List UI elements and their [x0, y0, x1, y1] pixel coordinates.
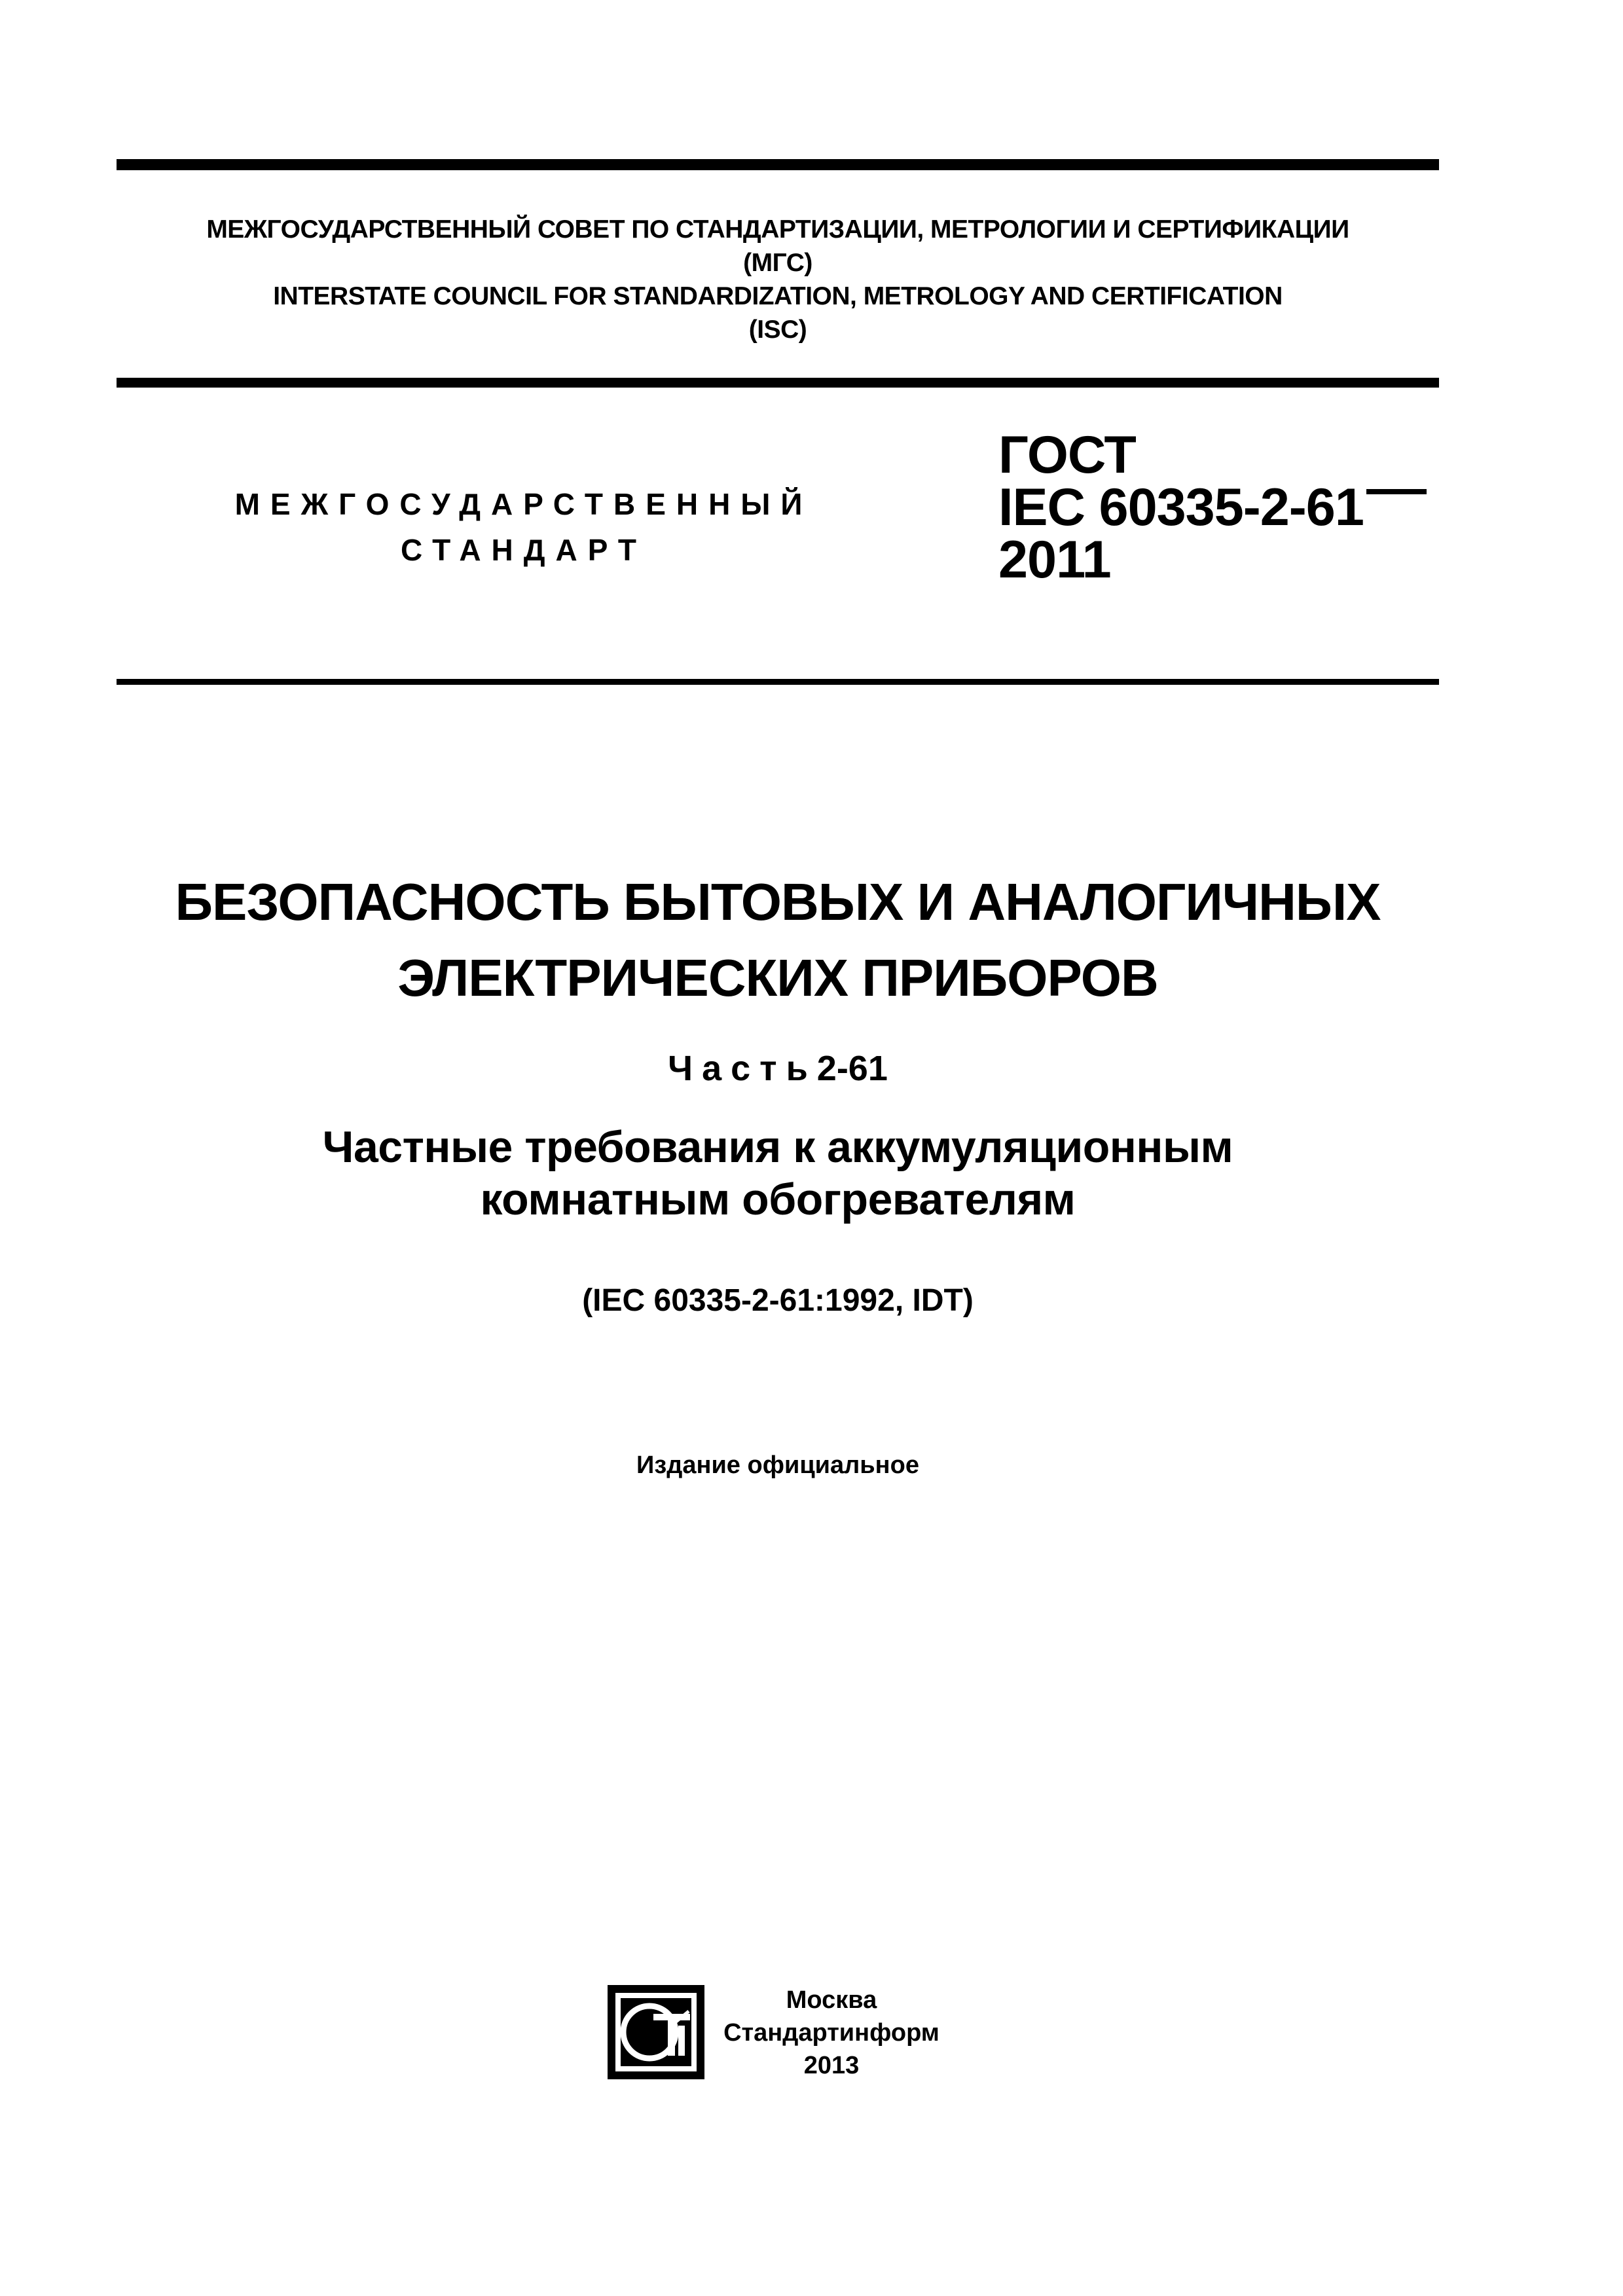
- standard-designation: [998, 426, 1427, 589]
- publisher-block: [707, 1984, 956, 2082]
- standard-kind: [196, 481, 851, 573]
- publisher-year: 2013: [803, 2052, 860, 2079]
- council-abbr-en: (ISC): [748, 316, 807, 344]
- designation-year: 2011: [998, 530, 1111, 589]
- council-abbr-ru: (МГС): [743, 249, 812, 277]
- title-line1: БЕЗОПАСНОСТЬ БЫТОВЫХ И АНАЛОГИЧНЫХ: [175, 873, 1381, 931]
- subtitle-line1: Частные требования к аккумуляционным: [322, 1122, 1233, 1172]
- designation-dash: [1366, 489, 1427, 494]
- council-name-ru: МЕЖГОСУДАРСТВЕННЫЙ СОВЕТ ПО СТАНДАРТИЗАЦИИ, МЕТРОЛОГИИ И СЕРТИФИКАЦИИ: [206, 215, 1349, 244]
- standartinform-logo-icon: [608, 1985, 704, 2079]
- header-divider: [117, 378, 1439, 388]
- designation-prefix: ГОСТ: [998, 426, 1136, 484]
- part-number: 2-61: [816, 1049, 888, 1088]
- standard-kind-line2: СТАНДАРТ: [401, 533, 647, 567]
- document-subtitle: [117, 1121, 1439, 1226]
- iec-reference: (IEC 60335-2-61:1992, IDT): [582, 1283, 974, 1318]
- designation-number: IEC 60335-2-61: [998, 478, 1364, 537]
- publisher-city: Москва: [786, 1986, 877, 2014]
- designation-divider: [117, 679, 1439, 685]
- top-divider: [117, 159, 1439, 170]
- publisher-name: Стандартинформ: [723, 2019, 939, 2047]
- edition-note: Издание официальное: [636, 1451, 919, 1479]
- council-header: [117, 213, 1439, 346]
- document-title: [117, 864, 1439, 1016]
- part-word: Часть: [668, 1049, 817, 1088]
- standard-kind-line1: МЕЖГОСУДАРСТВЕННЫЙ: [234, 487, 813, 521]
- council-name-en: INTERSTATE COUNCIL FOR STANDARDIZATION, METROLOGY AND CERTIFICATION: [273, 282, 1283, 310]
- title-line2: ЭЛЕКТРИЧЕСКИХ ПРИБОРОВ: [397, 949, 1158, 1007]
- subtitle-line2: комнатным обогревателям: [480, 1175, 1076, 1224]
- part-heading: [117, 1046, 1439, 1091]
